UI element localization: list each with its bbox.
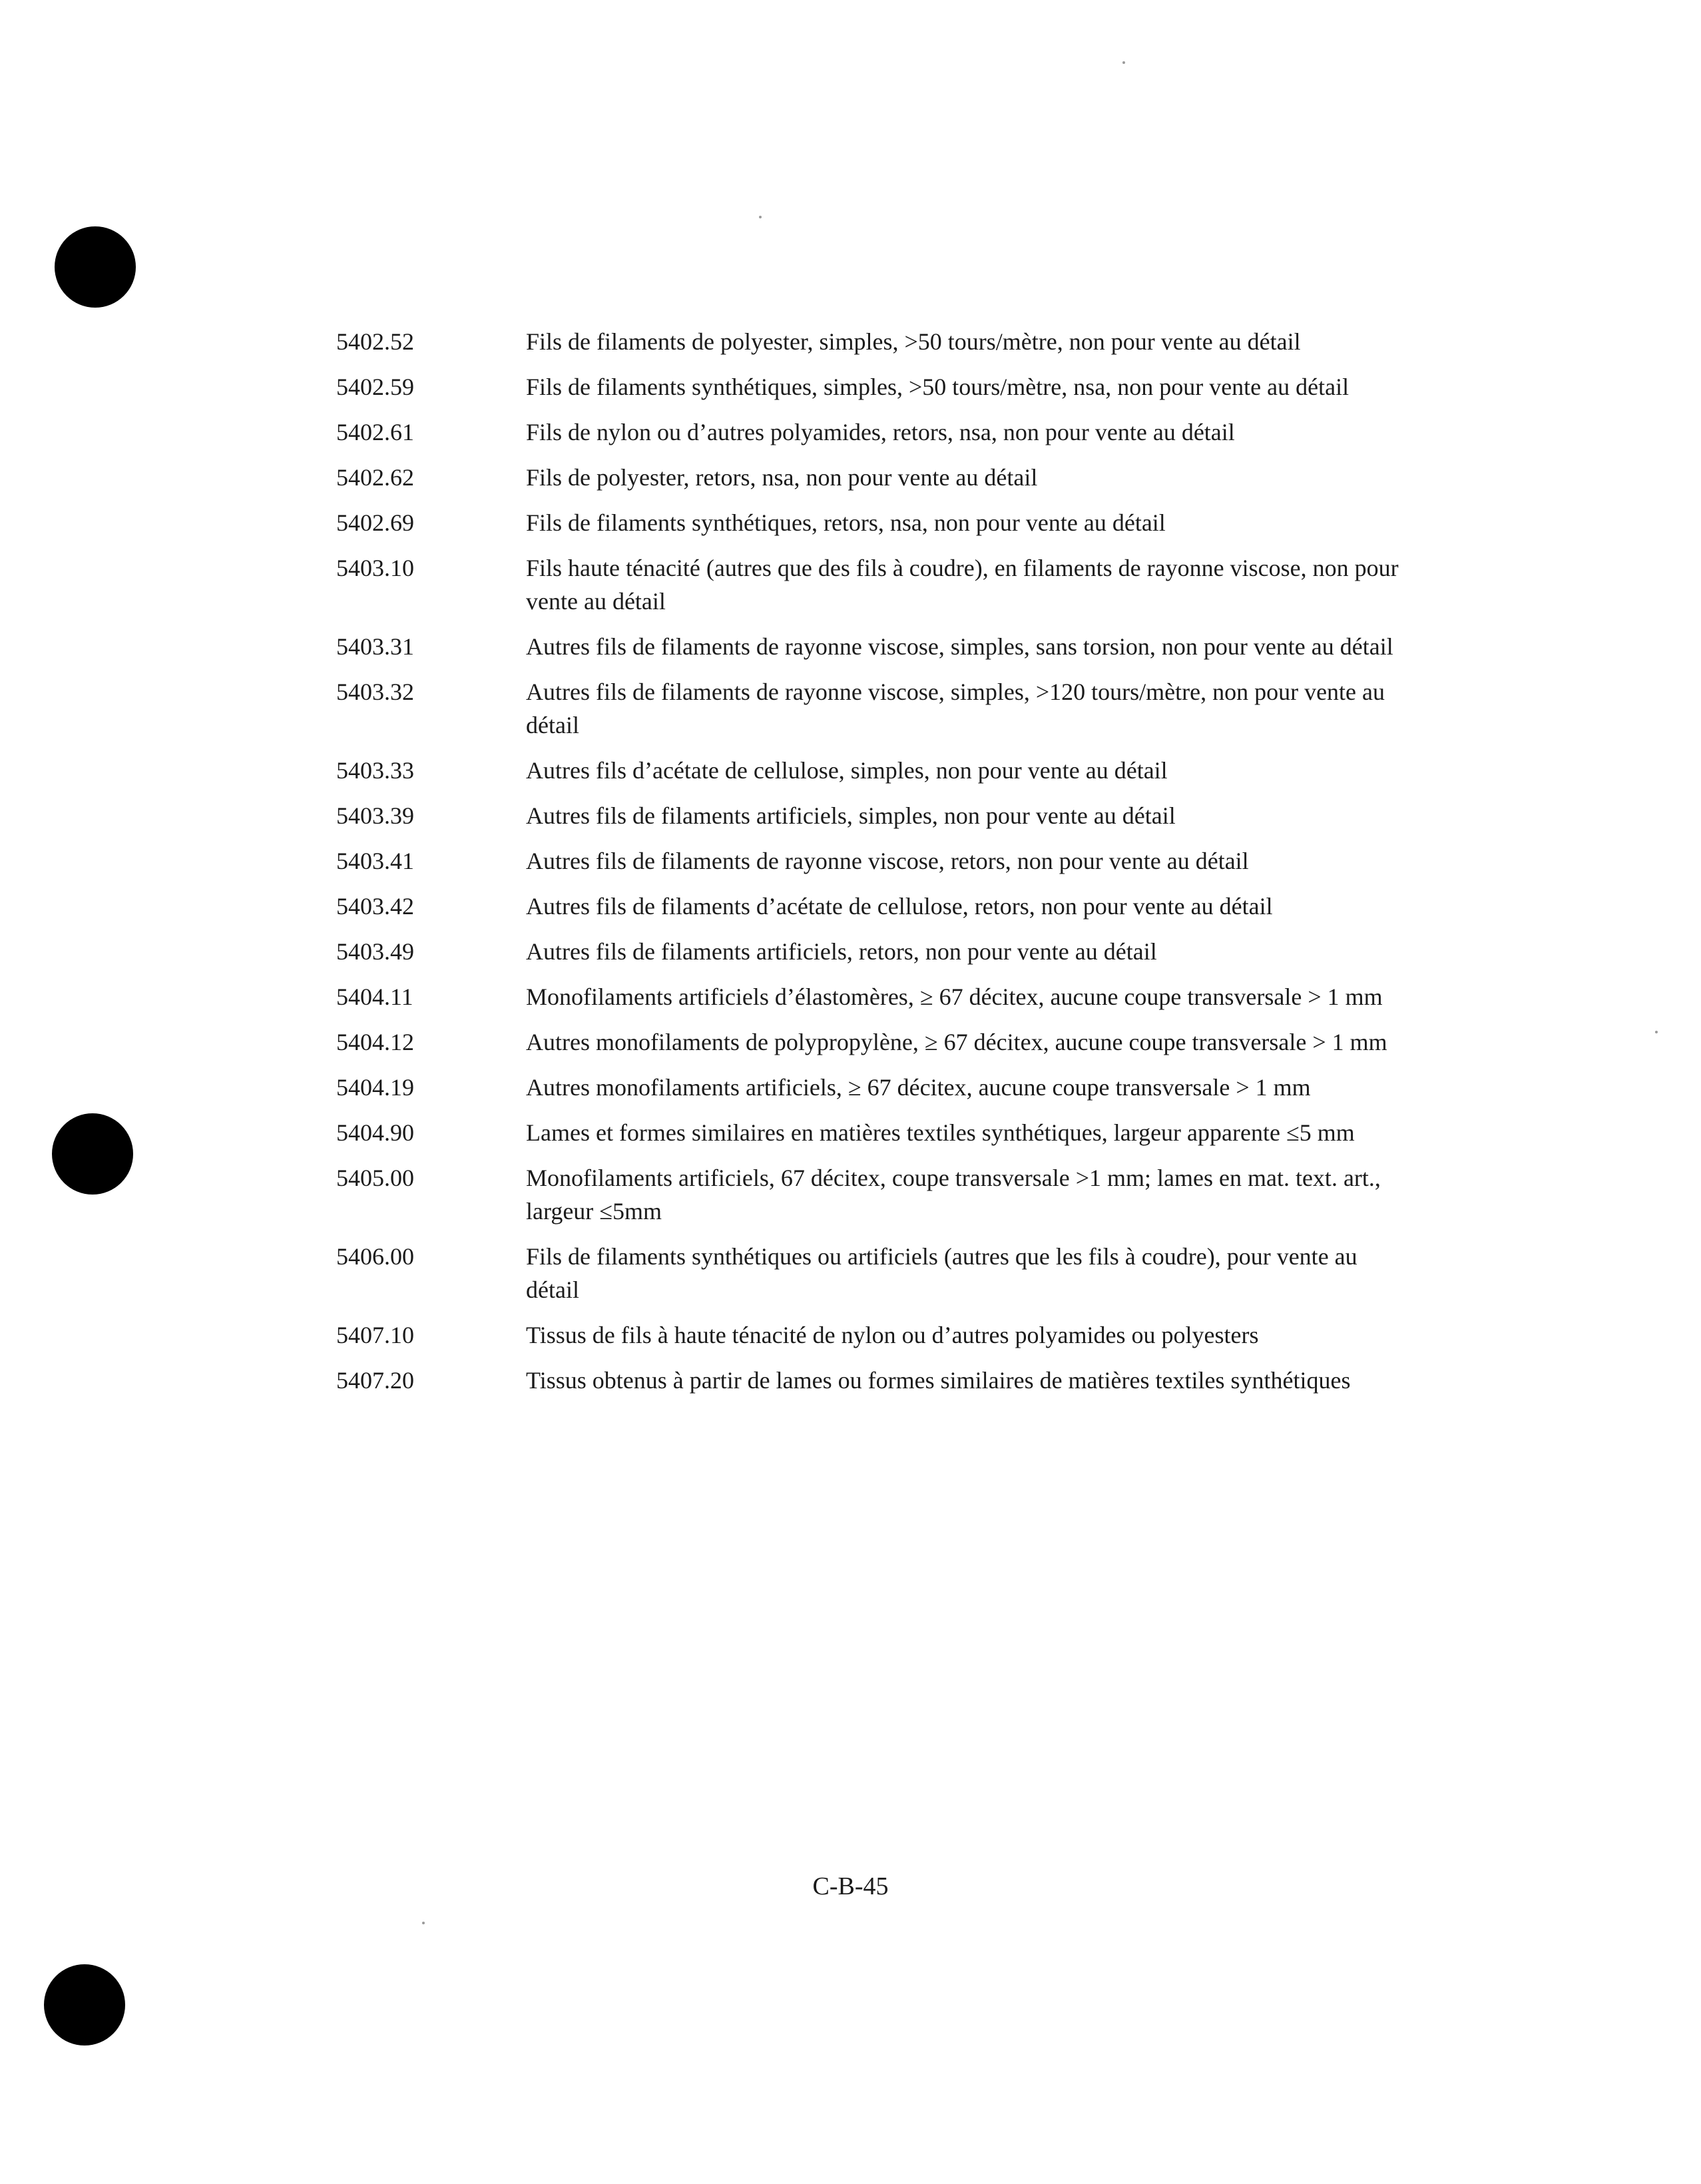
tariff-row (336, 1318, 1415, 1352)
tariff-row (336, 506, 1415, 539)
punch-hole-top (55, 226, 136, 308)
page-number: C-B-45 (812, 1872, 889, 1900)
punch-hole-bottom (44, 1964, 125, 2046)
tariff-row (336, 551, 1415, 618)
tariff-description: Fils haute ténacité (autres que des fils à coudre), en filaments de rayonne viscose, non pour vente au détail (526, 555, 1399, 615)
tariff-code: 5403.32 (336, 679, 414, 705)
tariff-description: Tissus de fils à haute ténacité de nylon ou d’autres polyamides ou polyesters (526, 1322, 1259, 1348)
tariff-code: 5404.90 (336, 1119, 414, 1146)
tariff-description: Monofilaments artificiels d’élastomères, ≥ 67 décitex, aucune coupe transversale > 1 mm (526, 983, 1383, 1010)
tariff-description: Autres fils de filaments artificiels, simples, non pour vente au détail (526, 802, 1176, 829)
scan-speck (1655, 1031, 1658, 1033)
tariff-row (336, 935, 1415, 968)
punch-hole-middle (52, 1113, 133, 1195)
tariff-code: 5404.12 (336, 1029, 414, 1055)
tariff-row (336, 1071, 1415, 1104)
scan-speck (1122, 61, 1125, 64)
tariff-description: Autres fils de filaments d’acétate de cellulose, retors, non pour vente au détail (526, 893, 1273, 920)
tariff-description: Tissus obtenus à partir de lames ou formes similaires de matières textiles synthétiques (526, 1367, 1351, 1394)
tariff-row (336, 754, 1415, 787)
tariff-code: 5402.69 (336, 509, 414, 536)
tariff-row (336, 1116, 1415, 1149)
tariff-code: 5403.42 (336, 893, 414, 920)
tariff-description: Autres fils de filaments de rayonne viscose, retors, non pour vente au détail (526, 848, 1249, 874)
tariff-row (336, 325, 1415, 358)
scan-speck (422, 1922, 425, 1924)
tariff-row (336, 370, 1415, 404)
tariff-description: Autres monofilaments artificiels, ≥ 67 décitex, aucune coupe transversale > 1 mm (526, 1074, 1311, 1101)
tariff-list (336, 325, 1415, 1409)
tariff-row (336, 799, 1415, 832)
tariff-code: 5402.59 (336, 374, 414, 400)
tariff-description: Fils de filaments synthétiques, retors, nsa, non pour vente au détail (526, 509, 1166, 536)
tariff-row (336, 415, 1415, 449)
tariff-row (336, 890, 1415, 923)
scan-speck (759, 216, 762, 218)
tariff-description: Fils de filaments de polyester, simples, >50 tours/mètre, non pour vente au détail (526, 328, 1301, 355)
tariff-code: 5403.41 (336, 848, 414, 874)
tariff-description: Autres fils de filaments de rayonne viscose, simples, sans torsion, non pour vente au détail (526, 633, 1393, 660)
tariff-code: 5402.62 (336, 464, 414, 491)
tariff-row (336, 1025, 1415, 1059)
tariff-description: Autres fils de filaments de rayonne viscose, simples, >120 tours/mètre, non pour vente au détail (526, 679, 1385, 738)
tariff-code: 5403.39 (336, 802, 414, 829)
tariff-code: 5407.10 (336, 1322, 414, 1348)
tariff-description: Fils de filaments synthétiques ou artificiels (autres que les fils à coudre), pour vente au détail (526, 1243, 1357, 1303)
tariff-code: 5402.61 (336, 419, 414, 445)
tariff-description: Lames et formes similaires en matières textiles synthétiques, largeur apparente ≤5 mm (526, 1119, 1355, 1146)
tariff-code: 5403.31 (336, 633, 414, 660)
tariff-description: Autres fils de filaments artificiels, retors, non pour vente au détail (526, 938, 1157, 965)
tariff-description: Autres fils d’acétate de cellulose, simples, non pour vente au détail (526, 757, 1168, 784)
tariff-code: 5403.33 (336, 757, 414, 784)
tariff-code: 5403.49 (336, 938, 414, 965)
tariff-row (336, 1364, 1415, 1397)
tariff-row (336, 980, 1415, 1013)
tariff-code: 5404.19 (336, 1074, 414, 1101)
tariff-code: 5404.11 (336, 983, 413, 1010)
tariff-description: Fils de filaments synthétiques, simples, >50 tours/mètre, nsa, non pour vente au détail (526, 374, 1349, 400)
tariff-code: 5403.10 (336, 555, 414, 581)
tariff-description: Monofilaments artificiels, 67 décitex, coupe transversale >1 mm; lames en mat. text. art., largeur ≤5mm (526, 1165, 1381, 1225)
tariff-code: 5406.00 (336, 1243, 414, 1270)
tariff-row (336, 630, 1415, 663)
tariff-code: 5407.20 (336, 1367, 414, 1394)
tariff-description: Fils de polyester, retors, nsa, non pour vente au détail (526, 464, 1038, 491)
tariff-row (336, 461, 1415, 494)
tariff-code: 5405.00 (336, 1165, 414, 1191)
tariff-row (336, 1161, 1415, 1228)
tariff-code: 5402.52 (336, 328, 414, 355)
tariff-description: Autres monofilaments de polypropylène, ≥ 67 décitex, aucune coupe transversale > 1 mm (526, 1029, 1387, 1055)
tariff-row (336, 844, 1415, 878)
tariff-description: Fils de nylon ou d’autres polyamides, retors, nsa, non pour vente au détail (526, 419, 1235, 445)
tariff-row (336, 675, 1415, 742)
tariff-row (336, 1240, 1415, 1306)
